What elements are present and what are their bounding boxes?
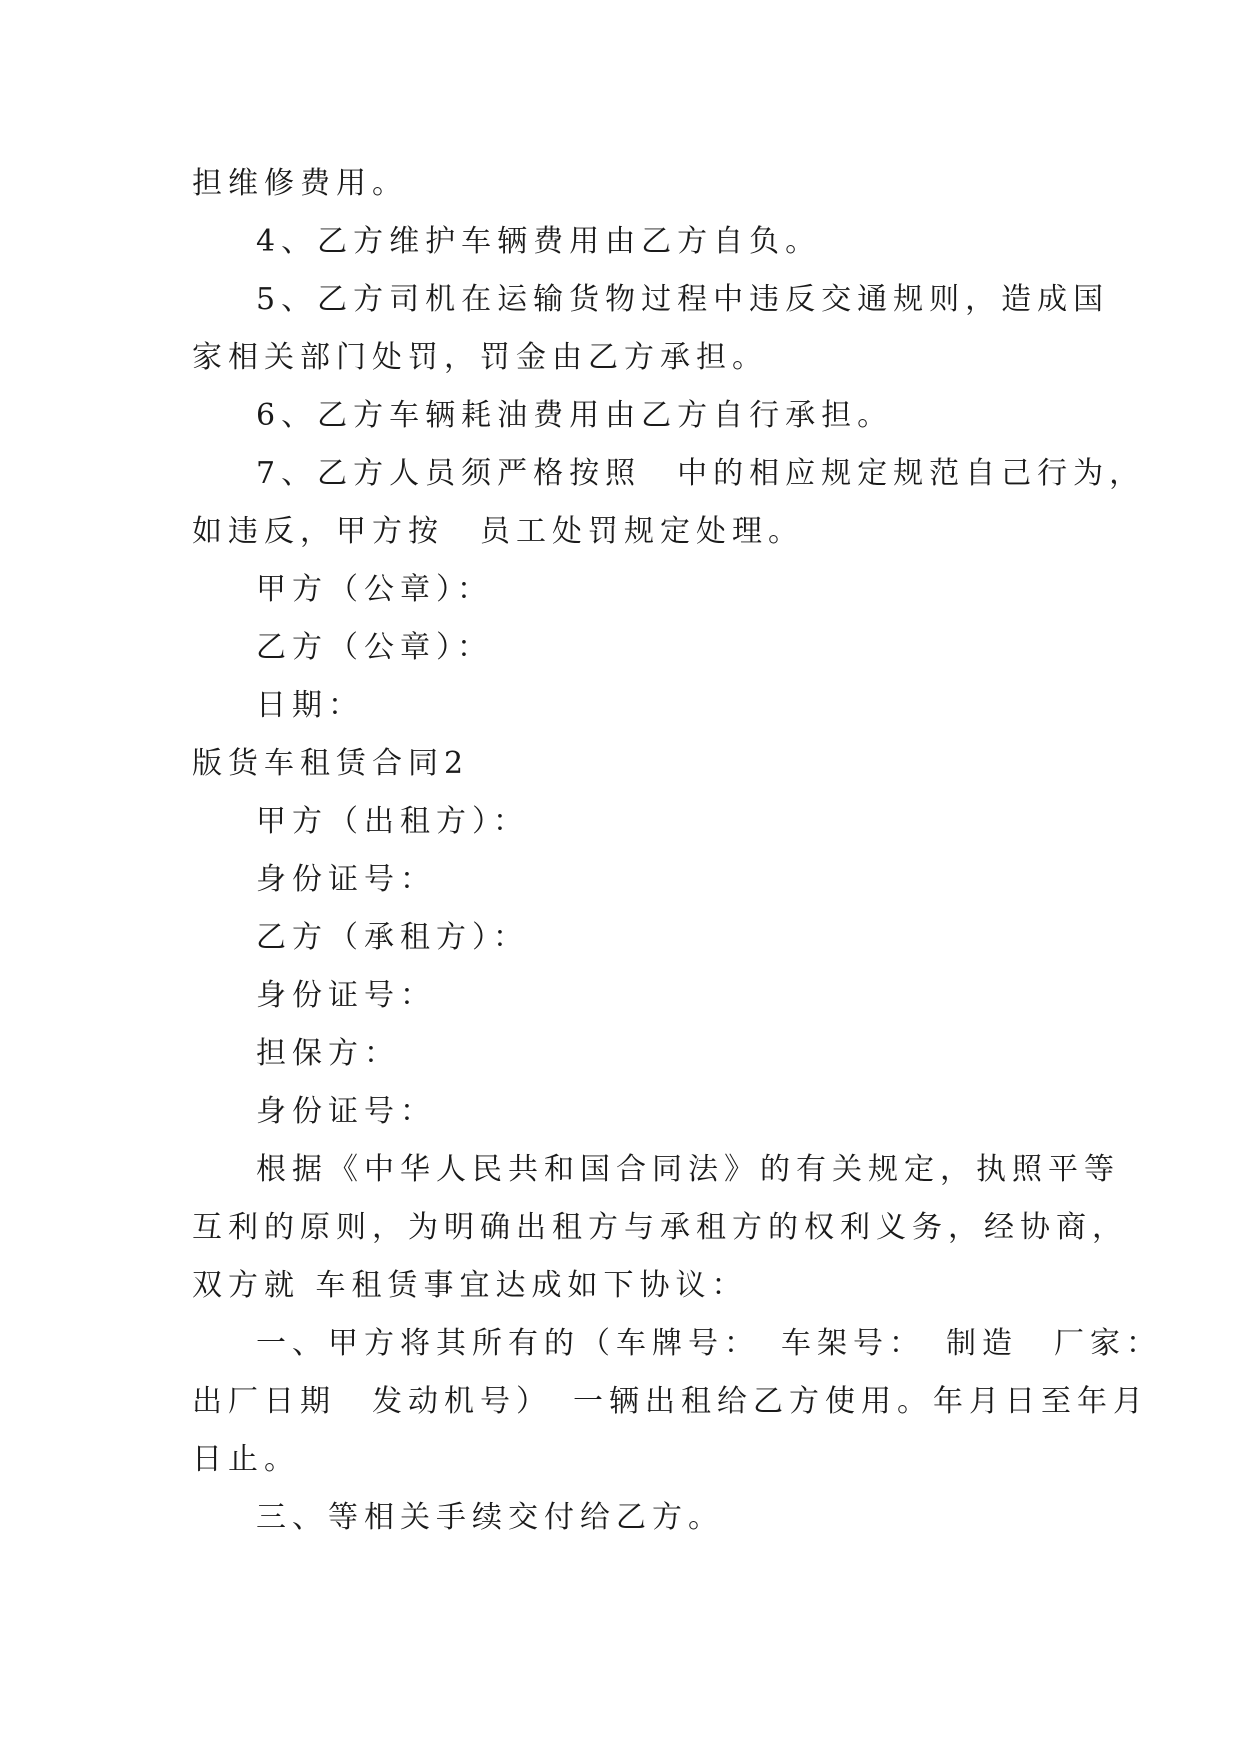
document-body	[192, 155, 1162, 1547]
text-line: 日止。	[192, 1442, 300, 1477]
id-number-line: 身份证号：	[256, 978, 436, 1013]
text-line: 担维修费用。	[192, 166, 408, 201]
party-b-seal-line: 乙方（公章）：	[256, 630, 493, 665]
text-line: 5、乙方司机在运输货物过程中违反交通规则，造成国	[256, 282, 1110, 317]
text-line: 4、乙方维护车辆费用由乙方自负。	[256, 224, 822, 259]
text-line: 出厂日期 发动机号） 一辆出租给乙方使用。年月日至年月	[192, 1384, 1149, 1419]
text-line: 互利的原则，为明确出租方与承租方的权利义务，经协商，	[192, 1210, 1128, 1245]
guarantor-line: 担保方：	[256, 1036, 400, 1071]
date-line: 日期：	[256, 688, 364, 723]
id-number-line: 身份证号：	[256, 1094, 436, 1129]
text-line: 一、甲方将其所有的（车牌号： 车架号： 制造 厂家：	[256, 1326, 1162, 1361]
text-line: 7、乙方人员须严格按照 中的相应规定规范自己行为，	[256, 456, 1146, 491]
text-line: 三、等相关手续交付给乙方。	[256, 1500, 724, 1535]
text-line: 如违反，甲方按 员工处罚规定处理。	[192, 514, 804, 549]
party-a-seal-line: 甲方（公章）：	[256, 572, 493, 607]
text-line: 6、乙方车辆耗油费用由乙方自行承担。	[256, 398, 894, 433]
text-line: 根据《中华人民共和国合同法》的有关规定，执照平等	[256, 1152, 1120, 1187]
text-line: 双方就 车租赁事宜达成如下协议：	[192, 1268, 748, 1303]
lessor-line: 甲方（出租方）：	[256, 804, 529, 839]
lessee-line: 乙方（承租方）：	[256, 920, 529, 955]
text-line: 家相关部门处罚，罚金由乙方承担。	[192, 340, 768, 375]
id-number-line: 身份证号：	[256, 862, 436, 897]
contract-title: 版货车租赁合同2	[192, 746, 470, 781]
